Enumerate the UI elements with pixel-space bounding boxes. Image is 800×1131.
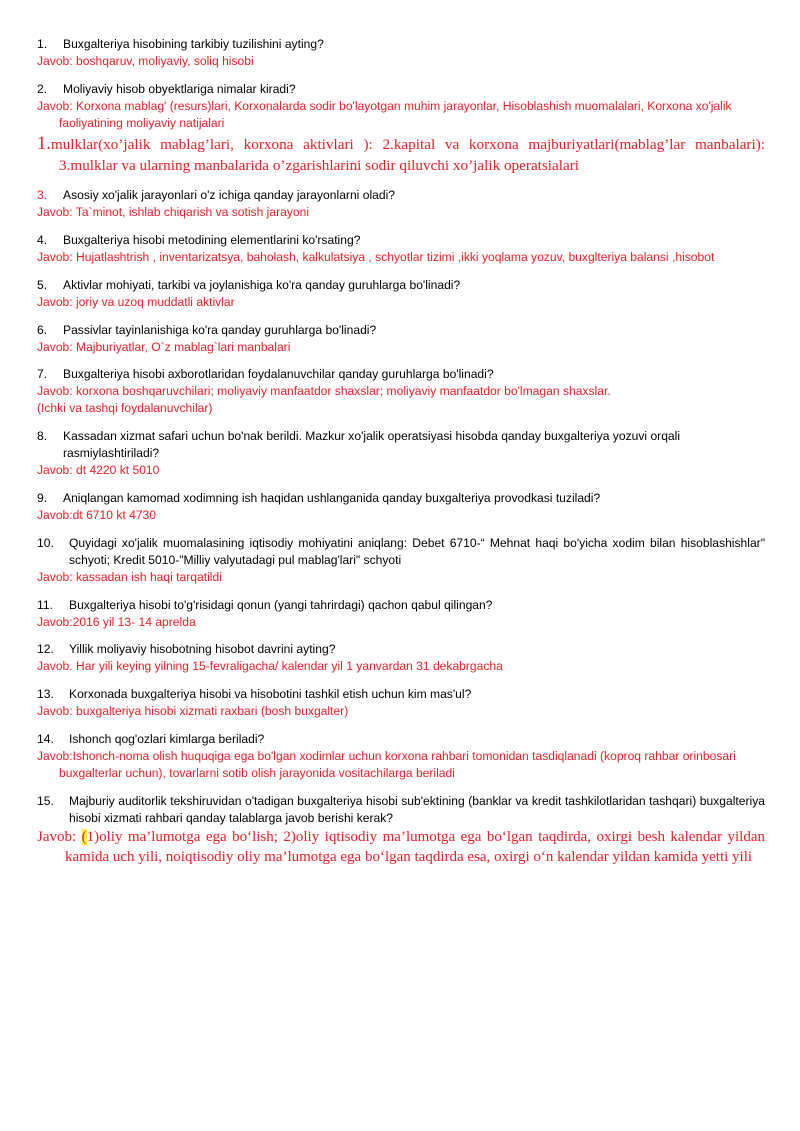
question-line	[37, 277, 765, 294]
question-text: Passivlar tayinlanishiga ko'ra qanday guruhlarga bo'linadi?	[63, 322, 377, 337]
answer-line: Javob:2016 yil 13- 14 aprelda	[37, 614, 196, 629]
qa-block	[37, 187, 765, 221]
answer-line: Javob: Hujatlashtrish , inventarizatsya, baholash, kalkulatsiya , schyotlar tizimi ,ikki yoqlama yozuv, buxglteriya balansi ,hisobot	[37, 249, 715, 264]
answer-prefix: Javob:	[37, 828, 82, 845]
question-text: Aktivlar mohiyati, tarkibi va joylanishiga ko'ra qanday guruhlarga bo'linadi?	[63, 277, 461, 292]
question-text: Ishonch qog'ozlari kimlarga beriladi?	[69, 732, 265, 747]
question-text: Kassadan xizmat safari uchun bo'nak berildi. Mazkur xo'jalik operatsiyasi hisobda qanday buxgalteriya yozuvi orqali rasmiylashtiriladi?	[63, 429, 681, 461]
question-text: Majburiy auditorlik tekshiruvidan o'tadigan buxgalteriya hisobi sub'ektining (banklar va kredit tashkilotlaridan tashqari) buxgalteriya hisobi xizmati rahbari qanday talablarga javob berishi kerak?	[69, 793, 765, 825]
question-number: 13.	[37, 687, 54, 702]
answer-line: Javob: korxona boshqaruvchilari; moliyaviy manfaatdor shaxslar; moliyaviy manfaatdor bo'lmagan shaxslar.	[37, 384, 611, 399]
answer-line: Javob: buxgalteriya hisobi xizmati raxbari (bosh buxgalter)	[37, 704, 349, 719]
question-number: 9.	[37, 490, 48, 505]
answer-highlight: (	[81, 828, 87, 845]
answer-line: Javob: dt 4220 kt 5010	[37, 463, 160, 478]
question-number: 15.	[37, 793, 54, 808]
question-number: 14.	[37, 732, 54, 747]
question-line	[37, 641, 765, 658]
qa-block	[37, 277, 765, 311]
question-line	[37, 731, 765, 748]
question-text: Korxonada buxgalteriya hisobi va hisobotini tashkil etish uchun kim mas'ul?	[69, 687, 472, 702]
question-number: 5.	[37, 277, 48, 292]
qa-block	[37, 686, 765, 720]
question-text: Asosiy xo'jalik jarayonlari o'z ichiga qanday jarayonlarni oladi?	[63, 188, 395, 203]
qa-block	[37, 366, 765, 417]
question-line	[37, 322, 765, 339]
answer-line: Javob: Ta`minot, ishlab chiqarish va sotish jarayoni	[37, 205, 310, 219]
question-line	[37, 36, 765, 53]
question-number: 4.	[37, 232, 48, 247]
question-text: Buxgalteriya hisobi to'g'risidagi qonun (yangi tahrirdagi) qachon qabul qilingan?	[69, 597, 493, 612]
question-line	[37, 490, 765, 507]
question-number: 2.	[37, 81, 48, 96]
answer-supplement-text: mulklar(xo’jalik mablag’lari, korxona aktivlari ): 2.kapital va korxona majburiyatlari(mablag’lar manbalari): 3.mulklar va ularning manbalarida o’zgarishlarini sodir qiluvchi xo’jalik operatsialari	[50, 135, 765, 175]
answer-line-extra: (Ichki va tashqi foydalanuvchilar)	[37, 401, 213, 416]
question-number: 3.	[37, 188, 48, 203]
qa-block	[37, 641, 765, 675]
answer-line: Javob:Ishonch-noma olish huquqiga ega bo'lgan xodimlar uchun korxona rahbari tomonidan tasdiqlanadi (koproq rahbar orinbosari buxgalterlar uchun), tovarlarni sotib olish jarayonida vositachilarga beriladi	[37, 749, 736, 780]
question-number: 12.	[37, 642, 54, 657]
answer-supplement-lead: 1.	[37, 133, 51, 154]
question-line	[37, 232, 765, 249]
question-number: 10.	[37, 535, 54, 550]
answer-line: Javob: joriy va uzoq muddatli aktivlar	[37, 294, 235, 309]
question-line	[37, 793, 765, 827]
answer-line	[37, 827, 765, 868]
question-text: Yillik moliyaviy hisobotning hisobot davrini ayting?	[69, 642, 336, 657]
question-line	[37, 187, 765, 204]
question-text: Buxgalteriya hisobining tarkibiy tuzilishini ayting?	[63, 37, 324, 51]
question-text: Moliyaviy hisob obyektlariga nimalar kiradi?	[63, 81, 296, 96]
qa-block	[37, 36, 765, 70]
question-number: 7.	[37, 367, 48, 382]
question-text: Aniqlangan kamomad xodimning ish haqidan ushlanganida qanday buxgalteriya provodkasi tuziladi?	[63, 490, 601, 505]
answer-line: Javob: Korxona mablag' (resurs)lari, Korxonalarda sodir bo'layotgan muhim jarayonlar, Hisoblashish muomalalari, Korxona xo'jalik faoliyatining moliyaviy natijalari	[37, 98, 732, 130]
qa-block	[37, 232, 765, 266]
qa-block	[37, 490, 765, 524]
answer-line: Javob: boshqaruv, moliyaviy, soliq hisobi	[37, 53, 254, 68]
qa-block	[37, 322, 765, 356]
question-line	[37, 597, 765, 614]
question-number: 8.	[37, 429, 48, 444]
question-line	[37, 535, 765, 569]
question-line	[37, 686, 765, 703]
answer-supplement	[37, 132, 765, 176]
qa-block	[37, 81, 765, 176]
qa-block	[37, 793, 765, 868]
question-number: 1.	[37, 37, 48, 51]
question-line	[37, 81, 765, 98]
answer-line: Javob. Har yili keying yilning 15-fevraligacha/ kalendar yil 1 yanvardan 31 dekabrgacha	[37, 659, 503, 674]
question-text: Buxgalteriya hisobi metodining elementlarini ko'rsating?	[63, 232, 361, 247]
question-text: Quyidagi xo'jalik muomalasining iqtisodiy mohiyatini aniqlang: Debet 6710-“ Mehnat haqi bo'yicha xodim bilan hisoblashishlar" schyoti; Kredit 5010-"Milliy valyutadagi pul mablag'lari" schyoti	[69, 535, 765, 567]
question-number: 6.	[37, 322, 48, 337]
answer-rest: 1)oliy ma’lumotga ega bo‘lish; 2)oliy iqtisodiy ma’lumotga ega bo‘lgan taqdirda, oxirgi besh kalendar yildan kamida uch yili, noiqtisodiy oliy ma’lumotga ega bo‘lgan taqdirda esa, oxirgi o‘n kalendar yildan kamida yetti yili	[65, 828, 765, 866]
question-line	[37, 428, 765, 462]
qa-block	[37, 597, 765, 631]
qa-block	[37, 535, 765, 586]
question-line	[37, 366, 765, 383]
qa-block	[37, 731, 765, 782]
qa-block	[37, 428, 765, 479]
answer-line: Javob: Majburiyatlar, O`z mablag`lari manbalari	[37, 339, 291, 354]
answer-line: Javob:dt 6710 kt 4730	[37, 507, 157, 522]
answer-line: Javob: kassadan ish haqi tarqatildi	[37, 569, 222, 584]
question-number: 11.	[37, 597, 53, 612]
question-text: Buxgalteriya hisobi axborotlaridan foydalanuvchilar qanday guruhlarga bo'linadi?	[63, 367, 494, 382]
